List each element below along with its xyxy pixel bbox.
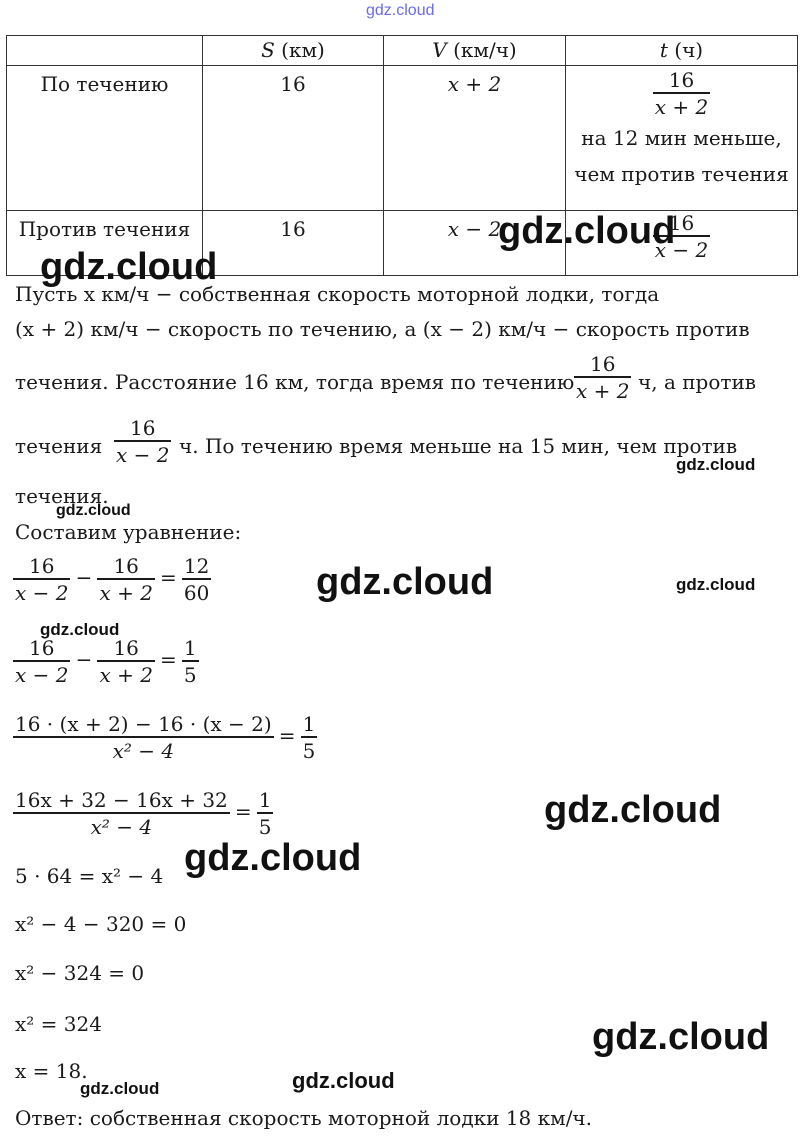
paragraph-line-4a: течения	[15, 434, 103, 458]
header-empty	[7, 36, 203, 66]
row-label-downstream: По течению	[7, 65, 203, 211]
cell-distance: 16	[203, 65, 384, 211]
time-note-line1: на 12 мин меньше,	[581, 125, 782, 150]
paragraph-line-6: Составим уравнение:	[15, 520, 242, 544]
answer-line: Ответ: собственная скорость моторной лодки 18 км/ч.	[15, 1106, 593, 1130]
paragraph-line-2: (x + 2) км/ч − скорость по течению, а (x − 2) км/ч − скорость против	[15, 317, 750, 341]
watermark: gdz.cloud	[184, 837, 362, 879]
fraction: $\frac{16}{x - 2}$	[654, 211, 709, 263]
header-speed: V (км/ч)	[384, 36, 566, 66]
cell-speed: x − 2	[384, 211, 566, 276]
step-3: x² − 324 = 0	[15, 961, 145, 985]
data-table	[6, 35, 798, 276]
paragraph-line-3a: течения. Расстояние 16 км, тогда время по течению	[15, 370, 575, 394]
header-distance: S (км)	[203, 36, 384, 66]
cell-speed: x + 2	[384, 65, 566, 211]
step-5: x = 18.	[15, 1059, 88, 1083]
watermark: gdz.cloud	[316, 561, 494, 603]
fraction: $\frac{16}{x + 2}$	[576, 352, 630, 403]
watermark: gdz.cloud	[676, 455, 756, 474]
cell-distance: 16	[203, 211, 384, 276]
paragraph-line-4b: ч. По течению время меньше на 15 мин, чем против	[179, 434, 738, 458]
step-2: x² − 4 − 320 = 0	[15, 912, 187, 936]
paragraph-line-3b: ч, а против	[638, 370, 757, 394]
step-4: x² = 324	[15, 1012, 102, 1036]
step-1: 5 · 64 = x² − 4	[15, 864, 164, 888]
watermark: gdz.cloud	[40, 620, 120, 639]
equation-3: $\frac{16 \cdot (x + 2) - 16 \cdot (x - 2)}{\text{x² − 4}}$ = $\frac{1}{5}$	[15, 712, 316, 763]
watermark: gdz.cloud	[80, 1079, 160, 1098]
watermark: gdz.cloud	[292, 1068, 395, 1093]
fraction: $\frac{16}{x - 2}$	[116, 416, 170, 467]
watermark: gdz.cloud	[592, 1016, 770, 1058]
watermark-top: gdz.cloud	[366, 2, 435, 19]
fraction: $\frac{16}{x + 2}$	[654, 67, 709, 119]
equation-2: $\frac{16}{x - 2}$ − $\frac{16}{x + 2}$ = $\frac{1}{5}$	[15, 636, 197, 687]
paragraph-line-1: Пусть x км/ч − собственная скорость моторной лодки, тогда	[15, 282, 660, 306]
paragraph-line-5: течения.	[15, 484, 109, 508]
watermark: gdz.cloud	[676, 575, 756, 594]
equation-1: $\frac{16}{x - 2}$ − $\frac{16}{x + 2}$ = $\frac{12}{60}$	[15, 554, 210, 605]
cell-time	[566, 65, 798, 211]
row-label-upstream: Против течения	[7, 211, 203, 276]
watermark: gdz.cloud	[56, 502, 131, 519]
watermark: gdz.cloud	[544, 789, 722, 831]
equation-4: $\frac{16x + 32 - 16x + 32}{\text{x² − 4}}$ = $\frac{1}{5}$	[15, 788, 272, 839]
watermark: gdz.cloud	[40, 246, 218, 288]
time-note-line2: чем против течения	[574, 161, 789, 186]
watermark: gdz.cloud	[498, 210, 676, 252]
table-row	[7, 65, 798, 211]
header-time: t (ч)	[566, 36, 798, 66]
table-header-row	[7, 36, 798, 66]
